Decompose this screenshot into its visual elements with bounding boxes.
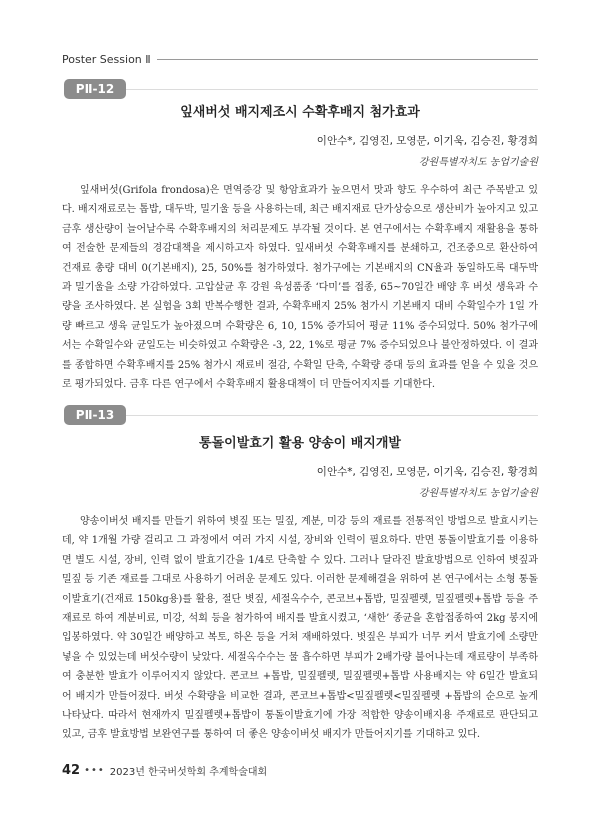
- page-footer: [62, 762, 267, 778]
- abstract-affiliation: 강원특별자치도 농업기술원: [418, 157, 538, 168]
- abstract-body: 양송이버섯 배지를 만들기 위하여 볏짚 또는 밀짚, 계분, 미강 등의 재료를 전통적인 방법으로 발효시키는데, 약 1개월 가량 걸리고 그 과정에서 여러 가지 시설, 장비와 인력이 필요하다. 반면 통돌이발효기를 이용하면 별도 시설, 장비, 인력 없이 발효기간을 1/4로 단축할 수 있다. 그러나 달라진 발효방법으로 인하여 볏짚과 밀짚 등 기존 재료를 그대로 사용하기 어려운 문제도 있다. 이러한 문제해결을 위하여 본 연구에서는 소형 통돌이발효기(건재료 150kg용)를 활용, 절단 볏짚, 세절옥수수, 콘코브+톱밥, 밀짚펠렛, 밀짚펠렛+톱밥 등을 주재료로 하여 계분비료, 미강, 석회 등을 첨가하여 배지를 발효시켰고, ‘새한’ 종균을 혼합접종하여 2kg 봉지에 입봉하였다. 약 30일간 배양하고 복토, 하온 등을 거쳐 재배하였다. 볏짚은 부피가 너무 커서 발효기에 소량만 넣을 수 있었는데 버섯수량이 낮았다. 세절옥수수는 물 흡수하면 부피가 2배가량 불어나는데 재료량이 부족하여 충분한 발효가 이루어지지 않았다. 콘코브 +톱밥, 밀짚펠렛, 밀짚펠렛+톱밥 사용배지는 약 6일간 발효되어 배지가 만들어졌다. 버섯 수확량을 비교한 결과, 콘코브+톱밥<밀짚펠렛<밀짚펠렛 +톱밥의 순으로 높게 나타났다. 따라서 현재까지 밀짚펠렛+톱밥이 통돌이발효기에 가장 적합한 양송이배지용 주재료로 판단되고 있고, 금후 발효방법 보완연구를 통하여 더 좋은 양송이버섯 배지가 만들어지기를 기대하고 있다.: [62, 516, 538, 741]
- section-label: Poster Session Ⅱ: [62, 52, 151, 66]
- header-rule: [157, 59, 538, 60]
- running-header: [62, 50, 538, 68]
- footer-dots: •••: [84, 764, 105, 776]
- abstract-affiliation: 강원특별자치도 농업기술원: [418, 488, 538, 499]
- page-number: 42: [62, 762, 81, 778]
- abstract-body: 잎새버섯(Grifola frondosa)은 면역증강 및 항암효과가 높으면서 맛과 향도 우수하여 최근 주목받고 있다. 배지재료로는 톱밥, 대두박, 밀기울 등을 사용하는데, 최근 배지재료 단가상승으로 생산비가 높아지고 있고 금후 생산량이 늘어날수록 수확후배지의 처리문제도 부각될 것이다. 본 연구에서는 수확후배지 재활용을 통하여 전술한 문제들의 경감대책을 제시하고자 하였다. 잎새버섯 수확후배지를 분쇄하고, 건조중으로 환산하여 건재료 총량 대비 0(기본배지), 25, 50%를 첨가하였다. 첨가구에는 기본배지의 CN율과 동일하도록 대두박과 밀기울을 소량 가감하였다. 고압살균 후 강원 육성품종 ‘다미’를 접종, 65~70일간 배양 후 버섯 생육과 수량을 조사하였다. 본 실험을 3회 반복수행한 결과, 수확후배지 25% 첨가시 기본배지 대비 수확일수가 1일 가량 빠르고 생육 균일도가 높아졌으며 수확량은 6, 10, 15% 증가되어 평균 11% 증수되었다. 50% 첨가구에서는 수확일수와 균일도는 비슷하였고 수확량은 -3, 22, 1%로 평균 7% 증수되었으나 불안정하였다. 이 결과를 종합하면 수확후배지를 25% 첨가시 재료비 절감, 수확일 단축, 수확량 증대 등의 효과를 얻을 수 있을 것으로 평가되었다. 금후 다른 연구에서 수확후배지 활용대책이 더 만들어지지를 기대한다.: [62, 185, 538, 391]
- badge-rule: [126, 415, 538, 416]
- conference-name: 2023년 한국버섯학회 추계학술대회: [109, 766, 268, 778]
- badge-rule: [126, 89, 538, 90]
- abstract-id-badge: PⅡ-13: [64, 405, 126, 425]
- abstract-id-badge: PⅡ-12: [64, 79, 126, 99]
- abstract-authors: 이안수*, 김영진, 모영문, 이기욱, 김승진, 황경희: [316, 466, 538, 478]
- abstract-title: 통돌이발효기 활용 양송이 배지개발: [199, 436, 401, 451]
- abstract-title: 잎새버섯 배지제조시 수확후배지 첨가효과: [180, 105, 420, 120]
- abstract-authors: 이안수*, 김영진, 모영문, 이기욱, 김승진, 황경희: [316, 135, 538, 147]
